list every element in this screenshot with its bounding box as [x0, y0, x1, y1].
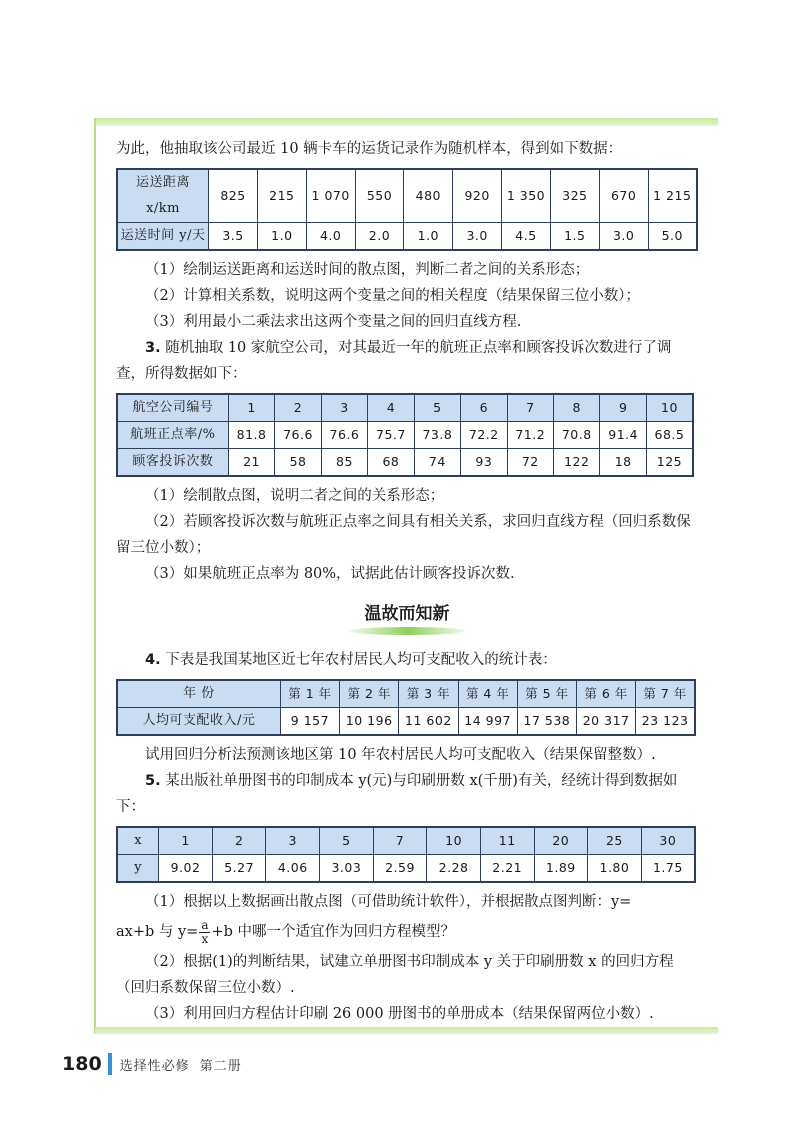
table-cell: 21 [228, 449, 274, 477]
table-row [117, 855, 695, 883]
table-cell: 2 [275, 394, 321, 422]
table-cell: 85 [321, 449, 367, 477]
table-cell: 5.0 [648, 223, 697, 251]
table-cell: 2.0 [355, 223, 404, 251]
question-5-item-3: （3）利用回归方程估计印刷 26 000 册图书的单册成本（结果保留两位小数）. [145, 1006, 654, 1022]
table-cell: 122 [554, 449, 600, 477]
bottom-decor-bar [95, 1027, 718, 1034]
question-4-text [116, 647, 698, 673]
table-row [117, 422, 693, 449]
question-4-after: 试用回归分析法预测该地区第 10 年农村居民人均可支配收入（结果保留整数）. [145, 747, 656, 763]
question-5-item-2: （2）根据(1)的判断结果，试建立单册图书印制成本 y 关于印刷册数 x 的回归方程（回归系数保留三位小数）. [116, 954, 674, 996]
question-item: （2）计算相关系数，说明这两个变量之间的相关程度（结果保留三位小数）； [145, 288, 640, 304]
table-cell: 18 [600, 449, 646, 477]
table-cell: 1 350 [502, 169, 551, 223]
table-cell: 11 602 [399, 708, 458, 736]
question-item: （1）绘制运送距离和运送时间的散点图，判断二者之间的关系形态； [145, 262, 590, 278]
table-print-cost [116, 826, 696, 883]
table-cell: 1.89 [534, 855, 588, 883]
footer-book-title [120, 1055, 252, 1074]
page-content [116, 136, 698, 1027]
table-cell: 10 [646, 394, 693, 422]
table-cell: 9 157 [280, 708, 339, 736]
table-cell: 第 6 年 [577, 680, 636, 708]
table-cell: 920 [453, 169, 502, 223]
intro-text: 为此，他抽取该公司最近 10 辆卡车的运货记录作为随机样本，得到如下数据： [116, 141, 623, 157]
q5-item1-part-b: ax+b 与 y= [116, 924, 199, 940]
fraction-numerator: a [201, 917, 209, 932]
table-cell: 76.6 [275, 422, 321, 449]
table-cell: 76.6 [321, 422, 367, 449]
top-decor-bar [95, 118, 718, 126]
table-cell: 10 196 [340, 708, 399, 736]
question-item: （3）利用最小二乘法求出这两个变量之间的回归直线方程. [145, 314, 522, 330]
table-cell: 1 070 [306, 169, 355, 223]
table-cell: 5 [414, 394, 460, 422]
table-cell: 3 [321, 394, 367, 422]
table-cell: 17 538 [517, 708, 576, 736]
row-label: y [117, 855, 159, 883]
table-cell: 75.7 [368, 422, 414, 449]
table-cell: 550 [355, 169, 404, 223]
table-cell: 71.2 [507, 422, 553, 449]
table-cell: 72 [507, 449, 553, 477]
table-cell: 7 [507, 394, 553, 422]
table-row [117, 827, 695, 855]
question-2-items [116, 257, 698, 335]
table-cell: 8 [554, 394, 600, 422]
table-cell: 第 3 年 [399, 680, 458, 708]
left-margin-rule [94, 118, 96, 1034]
table-cell: 4.06 [266, 855, 320, 883]
table-cell: 68 [368, 449, 414, 477]
row-label: 年 份 [117, 680, 280, 708]
table-cell: 9 [600, 394, 646, 422]
question-4-number: 4. [145, 652, 161, 668]
table-distance-time [116, 168, 698, 251]
table-cell: 10 [427, 827, 481, 855]
row-label: 人均可支配收入/元 [117, 708, 280, 736]
fraction-denominator: x [201, 931, 209, 946]
table-cell: 7 [373, 827, 427, 855]
table-income [116, 679, 696, 736]
table-cell: 58 [275, 449, 321, 477]
table-row [117, 223, 697, 251]
footer-book: 选择性必修 [119, 1058, 190, 1074]
q5-item1-part-a: （1）根据以上数据画出散点图（可借助统计软件），并根据散点图判断：y= [145, 894, 632, 910]
table-cell: 825 [209, 169, 258, 223]
table-cell: 2.28 [427, 855, 481, 883]
table-cell: 3.03 [320, 855, 374, 883]
table-cell: 第 7 年 [636, 680, 695, 708]
table-cell: 73.8 [414, 422, 460, 449]
table-cell: 3.5 [209, 223, 258, 251]
question-5-number: 5. [145, 773, 161, 789]
table-cell: 4 [368, 394, 414, 422]
table-cell: 68.5 [646, 422, 693, 449]
table-row [117, 394, 693, 422]
table-cell: 1 [228, 394, 274, 422]
question-5-item-1-cont [116, 915, 698, 949]
table-cell: 670 [599, 169, 648, 223]
question-3-items [116, 483, 698, 587]
table-cell: 125 [646, 449, 693, 477]
table-cell: 3 [266, 827, 320, 855]
table-cell: 3.0 [599, 223, 648, 251]
table-cell: 第 1 年 [280, 680, 339, 708]
table-cell: 1 215 [648, 169, 697, 223]
row-label: 航空公司编号 [117, 394, 228, 422]
table-cell: 1 [159, 827, 213, 855]
table-cell: 第 4 年 [458, 680, 517, 708]
table-cell: 1.0 [257, 223, 306, 251]
table-cell: 2.21 [480, 855, 534, 883]
row-label: x [117, 827, 159, 855]
table-airline [116, 393, 694, 477]
table-cell: 25 [588, 827, 642, 855]
question-3-text [116, 335, 698, 387]
table-cell: 3.0 [453, 223, 502, 251]
table-cell: 81.8 [228, 422, 274, 449]
table-cell: 215 [257, 169, 306, 223]
table-cell: 93 [461, 449, 507, 477]
question-5-text [116, 768, 698, 820]
table-cell: 4.5 [502, 223, 551, 251]
question-3-number: 3. [145, 340, 161, 356]
footer-volume: 第二册 [199, 1058, 242, 1074]
table-row [117, 169, 697, 223]
question-item: （1）绘制散点图，说明二者之间的关系形态； [145, 488, 445, 504]
footer-accent-bar [108, 1053, 112, 1075]
table-cell: 74 [414, 449, 460, 477]
section-title-text: 温故而知新 [364, 604, 450, 624]
table-cell: 20 317 [577, 708, 636, 736]
table-cell: 20 [534, 827, 588, 855]
table-row [117, 708, 695, 736]
section-title [357, 599, 458, 635]
table-cell: 11 [480, 827, 534, 855]
fraction-a-over-x [199, 919, 210, 946]
table-cell: 30 [641, 827, 695, 855]
section-header [116, 599, 698, 635]
table-cell: 5 [320, 827, 374, 855]
table-cell: 72.2 [461, 422, 507, 449]
table-cell: 第 2 年 [340, 680, 399, 708]
table-cell: 6 [461, 394, 507, 422]
table-cell: 1.0 [404, 223, 453, 251]
page-footer [62, 1050, 252, 1078]
question-4-body: 下表是我国某地区近七年农村居民人均可支配收入的统计表： [165, 652, 557, 668]
table-cell: 4.0 [306, 223, 355, 251]
question-item: （3）如果航班正点率为 80%，试据此估计顾客投诉次数. [145, 566, 515, 582]
section-title-swoosh [349, 627, 466, 635]
q5-item1-part-c: +b 中哪一个适宜作为回归方程模型？ [211, 924, 456, 940]
row-label: 航班正点率/% [117, 422, 228, 449]
table-cell: 2 [212, 827, 266, 855]
table-cell: 1.75 [641, 855, 695, 883]
table-cell: 480 [404, 169, 453, 223]
table-cell: 9.02 [159, 855, 213, 883]
table-cell: 1.80 [588, 855, 642, 883]
question-5-item-1 [116, 889, 698, 915]
page-number: 180 [62, 1053, 102, 1075]
question-3-body: 随机抽取 10 家航空公司，对其最近一年的航班正点率和顾客投诉次数进行了调查，所得数据如下： [116, 340, 672, 382]
table-cell: 325 [550, 169, 599, 223]
table-row [117, 449, 693, 477]
row-label: 顾客投诉次数 [117, 449, 228, 477]
row-label: 运送距离 x/km [117, 169, 209, 223]
table-cell: 1.5 [550, 223, 599, 251]
question-5-body: 某出版社单册图书的印制成本 y(元)与印刷册数 x(千册)有关，经统计得到数据如下： [116, 773, 678, 815]
row-label: 运送时间 y/天 [117, 223, 209, 251]
table-cell: 91.4 [600, 422, 646, 449]
table-cell: 2.59 [373, 855, 427, 883]
table-cell: 23 123 [636, 708, 695, 736]
table-cell: 70.8 [554, 422, 600, 449]
table-cell: 第 5 年 [517, 680, 576, 708]
table-cell: 5.27 [212, 855, 266, 883]
table-cell: 14 997 [458, 708, 517, 736]
question-item: （2）若顾客投诉次数与航班正点率之间具有相关关系，求回归直线方程（回归系数保留三位小数）； [116, 514, 691, 556]
table-row [117, 680, 695, 708]
